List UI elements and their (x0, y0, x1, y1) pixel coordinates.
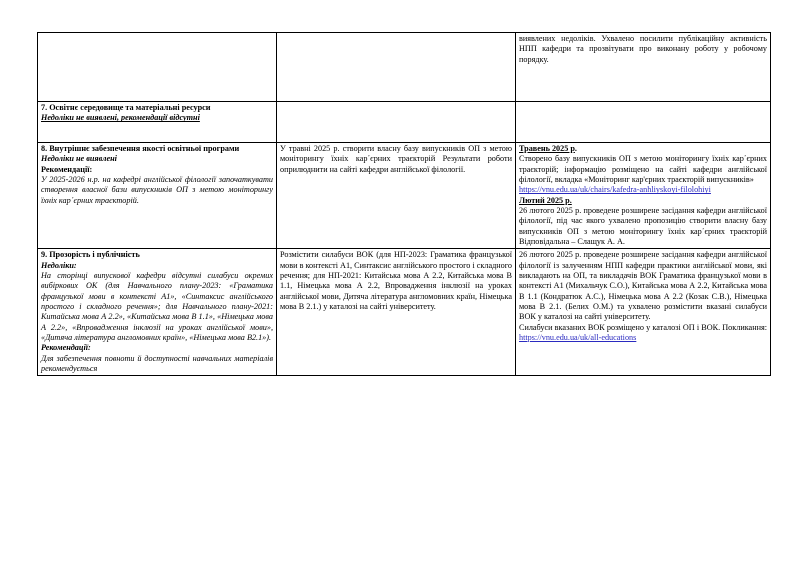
row-8-heading: 8. Внутрішнє забезпечення якості освітньої програми (41, 144, 240, 153)
row-7-heading: 7. Освітнє середовище та матеріальні ресурси (41, 103, 211, 112)
table-row (38, 143, 771, 249)
row-9-paragraph-2-wrap (519, 323, 767, 344)
row-8-date-1-suffix: . (574, 144, 577, 153)
cell-row-7-col2 (277, 102, 516, 143)
row-8-date-2: Лютий 2025 р. (519, 195, 572, 205)
cell-row-8-col2 (277, 143, 516, 249)
row-8-paragraph-2: 26 лютого 2025 р. проведене розширене засідання кафедри англійської філології, під час якого ухвалено пропозицію створити власну базу випускників ОП з метою моніторингу їхніх кар᾽єрних траєкторій Відповідальна – Слащук А. А. (519, 205, 767, 246)
row-7-note: Недоліки не виявлені, рекомендації відсутні (41, 113, 200, 123)
row-8-date-1: Травень 2025 р (519, 144, 575, 153)
row-9-link-1[interactable]: https://vnu.edu.ua/uk/all-educations (519, 332, 637, 342)
row-8-note: Недоліки не виявлені (41, 154, 117, 164)
row-9-heading: 9. Прозорість і публічність (41, 250, 140, 260)
row-8-date-1-line (519, 144, 767, 154)
table-row (38, 102, 771, 143)
table-row (38, 33, 771, 102)
cell-row-9-col1 (38, 249, 277, 376)
report-table (37, 32, 771, 376)
row-9-action-text: Розмістити силабуси ВОК (для НП-2023: Граматика французької мови в контексті А1, Синтаксис англійського простого і складного речення; для НП-2021: Китайська мова А 2.2, Китайська мова В 1.1, Німецька мова А 2.2, Впровадження інклюзії на уроках англійської мови, Дитяча література англомовних країн, Німецька мова В 2.1.) у каталозі на сайті університету. (280, 250, 512, 311)
cell-row-9-col2 (277, 249, 516, 376)
cell-row-continuation-col3 (516, 33, 771, 102)
row-8-action-text: У травні 2025 р. створити власну базу випускників ОП з метою моніторингу їхніх кар᾽єрних траєкторій Результати роботи оприлюднити на сайті кафедри англійської філології. (280, 144, 512, 174)
row-8-link-1-wrap (519, 185, 767, 195)
row-8-paragraph-1: Створено базу випускників ОП з метою моніторингу їхніх кар᾽єрних траєкторій; інформацію розміщено на сайті кафедри англійської філології, вкладка «Моніторинг кар'єрних траєкторій випускників» (519, 154, 767, 184)
cell-row-7-col3 (516, 102, 771, 143)
cell-row-continuation-col1 (38, 33, 277, 102)
row-9-recommendations-label: Рекомендації: (41, 343, 91, 353)
row-9-paragraph-1: 26 лютого 2025 р. проведене розширене засідання кафедри англійської філології із залученням НПП кафедри практики англійської мови, які викладають на ОП, та викладачів ВОК Граматика французької мови в контексті А1 (Михальчук С.О.), Китайська мова А 2.2, Китайська мова В 1.1 (Кондратюк А.С.), Німецька мова А 2.2 (Козак С.В.), Німецька мова В 2.1. (Белих О.М.) та ухвалено розмістити вказані силабуси ВОК у каталозі на сайті університету. (519, 250, 767, 322)
continuation-paragraph: виявлених недоліків. Ухвалено посилити публікаційну активність НПП кафедри та прозвітувати про виконану роботу у робочому порядку. (519, 34, 767, 64)
cell-row-9-col3 (516, 249, 771, 376)
cell-row-7-col1 (38, 102, 277, 143)
row-8-link-1[interactable]: https://vnu.edu.ua/uk/chairs/kafedra-anhliyskoyi-filolohiyi (519, 185, 711, 195)
table-row (38, 249, 771, 376)
cell-row-8-col3 (516, 143, 771, 249)
row-9-note-label: Недоліки: (41, 260, 77, 270)
row-9-recommendations-text: Для забезпечення повноти й доступності навчальних матеріалів рекомендується (41, 353, 273, 373)
cell-row-8-col1 (38, 143, 277, 249)
row-9-note-text: На сторінці випускової кафедри відсутні силабуси окремих вибіркових ОК (для Навчального плану-2023: «Граматика французької мови в контексті А1», «Синтаксис англійського простого і складного речення»; для Навчального плану-2021: Китайська мова А 2.2», «Китайська мова В 1.1», «Німецька мова А 2.2», «Впровадження інклюзії на уроках англійської мови», «Дитяча література англомовних країн», «Німецька мова В2.1»). (41, 270, 273, 342)
row-8-recommendations-label: Рекомендації: (41, 164, 93, 174)
row-8-recommendations-text: У 2025-2026 н.р. на кафедрі англійської філології започаткувати створення власної бази випускників ОП з метою моніторингу їхніх кар᾽єрних траєкторій. (41, 174, 273, 205)
row-9-paragraph-2: Силабуси вказаних ВОК розміщено у каталозі ОП і ВОК. Покликання: (519, 322, 767, 332)
cell-row-continuation-col2 (277, 33, 516, 102)
